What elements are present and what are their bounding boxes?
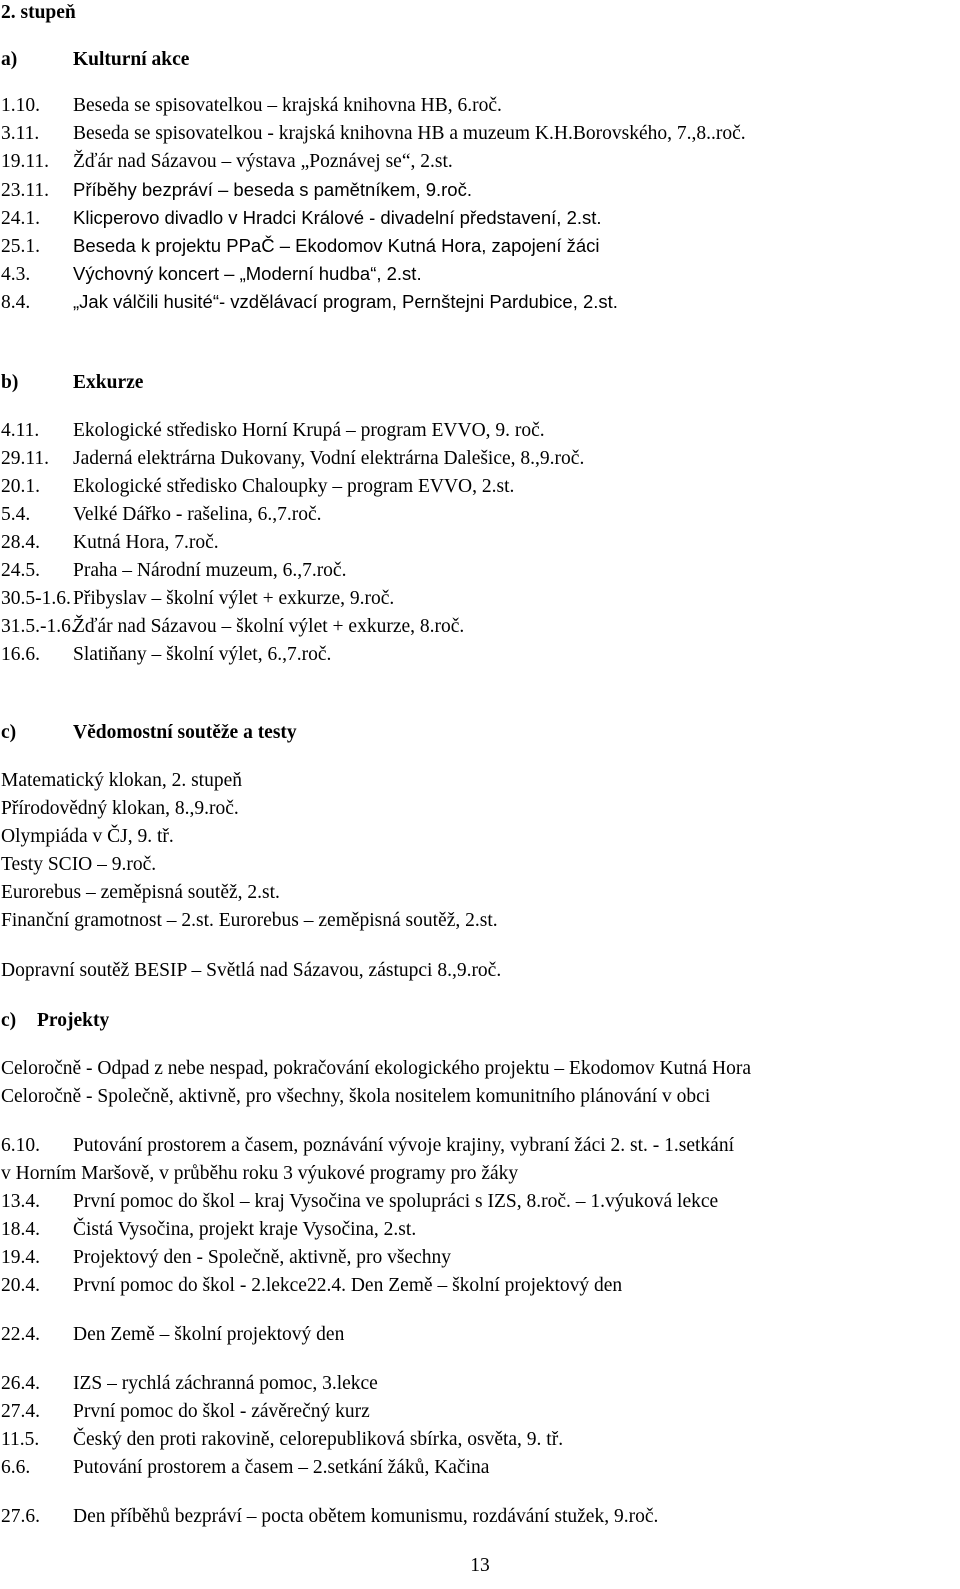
item-date: 30.5-1.6. <box>1 588 71 609</box>
item-date: 18.4. <box>1 1219 40 1240</box>
item-text: Praha – Národní muzeum, 6.,7.roč. <box>73 560 347 581</box>
item-date: 26.4. <box>1 1373 40 1394</box>
item-date: 27.6. <box>1 1506 40 1527</box>
section-heading-projekty <box>1 1010 109 1032</box>
list-item: Testy SCIO – 9.roč. <box>1 854 157 875</box>
list-item <box>1 207 602 230</box>
item-text: Putování prostorem a časem, poznávání vývoje krajiny, vybraní žáci 2. st. - 1.setkání <box>73 1135 735 1156</box>
item-date: 28.4. <box>1 532 40 553</box>
item-text: Přibyslav – školní výlet + exkurze, 9.roč. <box>73 588 395 609</box>
item-date: 19.11. <box>1 151 50 172</box>
item-text: Klicperovo divadlo v Hradci Králové - divadelní představení, 2.st. <box>73 207 602 228</box>
item-date: 5.4. <box>1 504 31 525</box>
item-text: Ekologické středisko Chaloupky – program EVVO, 2.st. <box>73 476 515 497</box>
item-date: 6.6. <box>1 1457 31 1478</box>
item-date: 20.1. <box>1 476 40 497</box>
section-heading-souteze <box>1 722 297 744</box>
item-date: 4.11. <box>1 420 40 441</box>
list-item <box>1 151 453 173</box>
item-text: Slatiňany – školní výlet, 6.,7.roč. <box>73 644 332 665</box>
item-text: Ekologické středisko Horní Krupá – program EVVO, 9. roč. <box>73 420 545 441</box>
item-text: Žďár nad Sázavou – školní výlet + exkurze, 8.roč. <box>73 616 465 637</box>
section-letter: c) <box>1 722 17 743</box>
item-text: Velké Dářko - rašelina, 6.,7.roč. <box>73 504 322 525</box>
list-item: Eurorebus – zeměpisná soutěž, 2.st. <box>1 882 280 903</box>
item-text: „Jak válčili husité“- vzdělávací program, Pernštejni Pardubice, 2.st. <box>73 291 618 312</box>
list-item <box>1 616 464 638</box>
section-letter: c) <box>1 1010 17 1031</box>
item-date: 29.11. <box>1 448 50 469</box>
item-text: Příběhy bezpráví – beseda s pamětníkem, 9.roč. <box>73 179 472 200</box>
list-item <box>1 588 394 610</box>
item-date: 13.4. <box>1 1191 40 1212</box>
list-item <box>1 1373 378 1395</box>
item-text: První pomoc do škol - závěrečný kurz <box>73 1401 370 1422</box>
list-item <box>1 95 502 117</box>
list-item <box>1 1506 658 1528</box>
list-item: Dopravní soutěž BESIP – Světlá nad Sázavou, zástupci 8.,9.roč. <box>1 960 502 981</box>
list-item <box>1 448 584 470</box>
item-text: Český den proti rakovině, celorepubliková sbírka, osvěta, 9. tř. <box>73 1429 564 1450</box>
list-item <box>1 420 545 442</box>
item-text: Jaderná elektrárna Dukovany, Vodní elektrárna Dalešice, 8.,9.roč. <box>73 448 585 469</box>
section-title: Exkurze <box>73 372 144 393</box>
item-text: Beseda se spisovatelkou - krajská knihovna HB a muzeum K.H.Borovského, 7.,8..roč. <box>73 123 746 144</box>
item-date: 8.4. <box>1 292 31 313</box>
page-heading: 2. stupeň <box>1 2 76 23</box>
list-item <box>1 1401 370 1423</box>
item-text: První pomoc do škol - 2.lekce22.4. Den Země – školní projektový den <box>73 1275 623 1296</box>
list-item: Přírodovědný klokan, 8.,9.roč. <box>1 798 239 819</box>
list-item <box>1 291 618 314</box>
item-text: Výchovný koncert – „Moderní hudba“, 2.st. <box>73 263 422 284</box>
item-text: Den Země – školní projektový den <box>73 1324 345 1345</box>
item-text: Beseda se spisovatelkou – krajská knihovna HB, 6.roč. <box>73 95 502 116</box>
item-text: Den příběhů bezpráví – pocta obětem komunismu, rozdávání stužek, 9.roč. <box>73 1506 659 1527</box>
item-date: 23.11. <box>1 180 50 201</box>
item-date: 27.4. <box>1 1401 40 1422</box>
list-item <box>1 263 422 286</box>
list-item <box>1 1429 563 1451</box>
list-item <box>1 1135 734 1157</box>
item-text: Putování prostorem a časem – 2.setkání žáků, Kačina <box>73 1457 490 1478</box>
item-date: 25.1. <box>1 236 40 257</box>
item-text: Projektový den - Společně, aktivně, pro všechny <box>73 1247 451 1268</box>
list-item <box>1 532 219 554</box>
list-item <box>1 560 346 582</box>
item-text: v Horním Maršově, v průběhu roku 3 výukové programy pro žáky <box>1 1163 519 1184</box>
section-title: Projekty <box>37 1010 110 1031</box>
list-item <box>1 123 746 145</box>
section-heading-kulturni-akce <box>1 49 189 71</box>
section-heading-exkurze <box>1 372 143 394</box>
section-title: Vědomostní soutěže a testy <box>73 722 297 743</box>
item-date: 11.5. <box>1 1429 40 1450</box>
item-text: Beseda k projektu PPaČ – Ekodomov Kutná Hora, zapojení žáci <box>73 235 600 256</box>
list-item <box>1 504 322 526</box>
item-text: Čistá Vysočina, projekt kraje Vysočina, 2.st. <box>73 1219 417 1240</box>
list-item <box>1 235 600 258</box>
list-item <box>1 1191 718 1213</box>
page-number: 13 <box>470 1555 490 1576</box>
list-item-continuation <box>1 1163 518 1185</box>
project-intro: Celoročně - Odpad z nebe nespad, pokračování ekologického projektu – Ekodomov Kutná Hora <box>1 1058 751 1079</box>
section-letter: b) <box>1 372 19 393</box>
item-text: IZS – rychlá záchranná pomoc, 3.lekce <box>73 1373 378 1394</box>
item-date: 22.4. <box>1 1324 40 1345</box>
item-text: Žďár nad Sázavou – výstava „Poznávej se“, 2.st. <box>73 151 453 172</box>
list-item <box>1 179 472 202</box>
item-text: První pomoc do škol – kraj Vysočina ve spolupráci s IZS, 8.roč. – 1.výuková lekce <box>73 1191 719 1212</box>
item-date: 31.5.-1.6. <box>1 616 76 637</box>
project-intro: Celoročně - Společně, aktivně, pro všechny, škola nositelem komunitního plánování v obci <box>1 1086 711 1107</box>
item-date: 16.6. <box>1 644 40 665</box>
list-item <box>1 1219 416 1241</box>
item-date: 20.4. <box>1 1275 40 1296</box>
item-date: 19.4. <box>1 1247 40 1268</box>
list-item: Finanční gramotnost – 2.st. Eurorebus – zeměpisná soutěž, 2.st. <box>1 910 498 931</box>
item-date: 24.1. <box>1 208 40 229</box>
list-item <box>1 1457 489 1479</box>
list-item <box>1 1324 344 1346</box>
item-date: 4.3. <box>1 264 31 285</box>
item-date: 3.11. <box>1 123 40 144</box>
list-item <box>1 1247 451 1269</box>
item-date: 1.10. <box>1 95 40 116</box>
section-title: Kulturní akce <box>73 49 190 70</box>
item-date: 6.10. <box>1 1135 40 1156</box>
item-date: 24.5. <box>1 560 40 581</box>
list-item <box>1 476 514 498</box>
list-item <box>1 644 331 666</box>
list-item: Olympiáda v ČJ, 9. tř. <box>1 826 174 847</box>
item-text: Kutná Hora, 7.roč. <box>73 532 219 553</box>
list-item: Matematický klokan, 2. stupeň <box>1 770 242 791</box>
list-item <box>1 1275 622 1297</box>
section-letter: a) <box>1 49 18 70</box>
